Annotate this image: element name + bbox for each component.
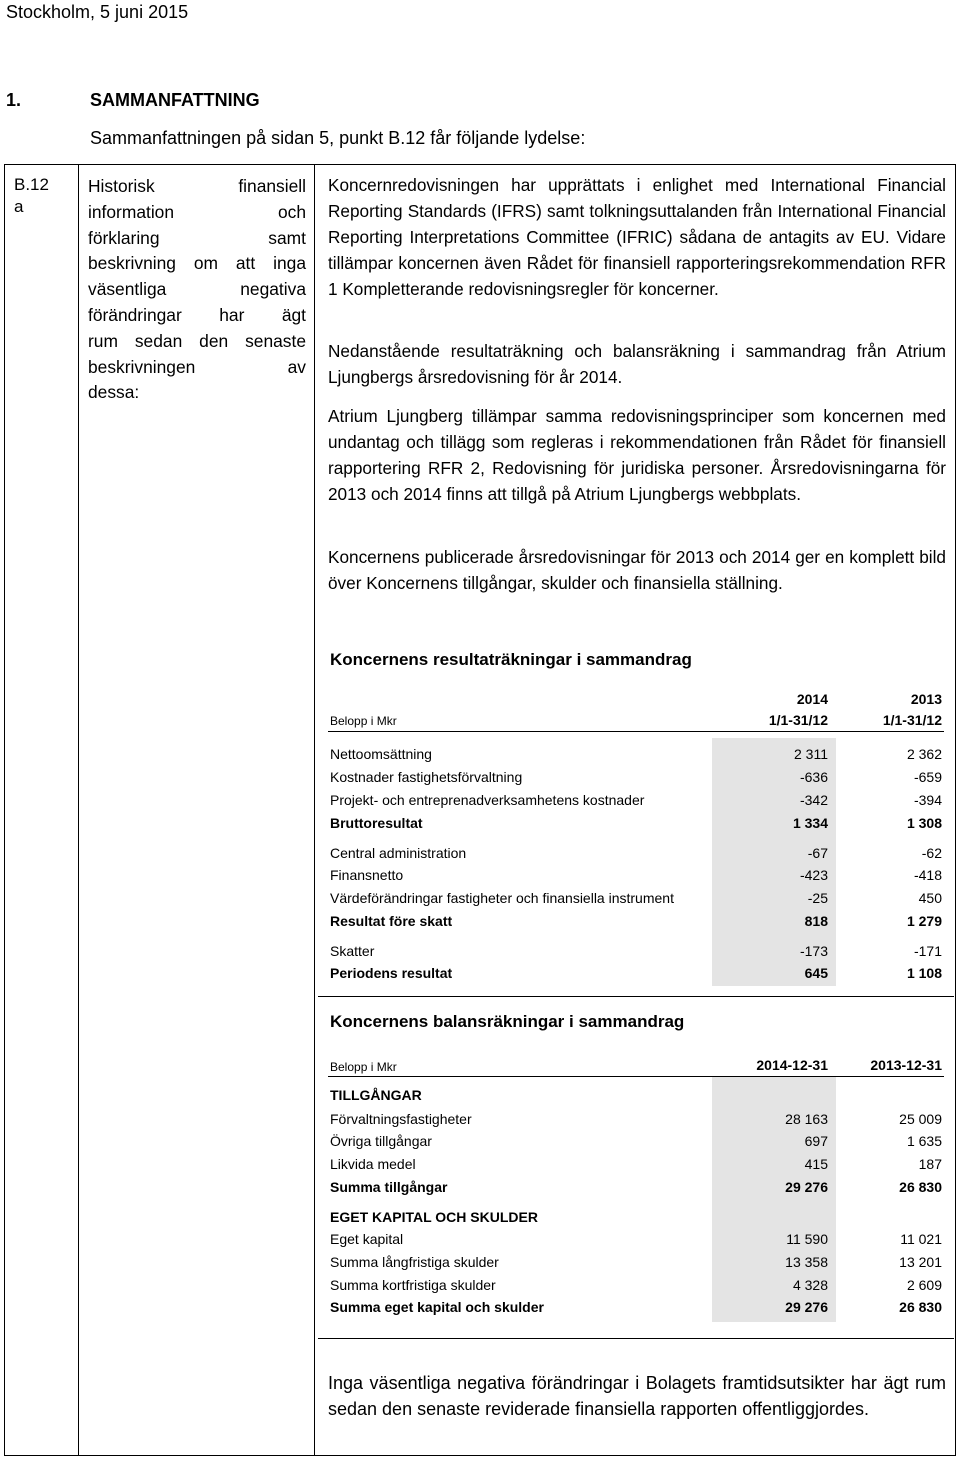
ifrs-paragraph: Koncernredovisningen har upprättats i enlighet med International Financial Reporting Standards (IFRS) samt tolkningsuttalanden från International Financial Reporting Interpretations Committee (IFRIC) sådana de antagits av EU. Vidare tillämpar koncernen även Rådet för finansiell rapporteringsrekommendation RFR 1 Kompletterande redovisningsregler för koncerner. [328,175,946,299]
value-2013: 25 009 [899,1111,942,1127]
income-col-2014-period: 1/1-31/12 [768,712,828,728]
value-2014: 645 [804,965,828,981]
row-label: Summa långfristiga skulder [330,1254,499,1270]
value-2014: 28 163 [785,1111,828,1127]
row-label: Likvida medel [330,1156,416,1172]
value-2013: 1 635 [906,1133,942,1149]
row-label: Skatter [330,943,375,959]
column-divider [314,164,315,1456]
balance-table-title: Koncernens balansräkningar i sammandrag [330,1012,685,1031]
value-2014: 697 [804,1133,828,1149]
table-rule [318,996,954,997]
income-col-2014-year: 2014 [796,691,828,707]
section-intro: Sammanfattningen på sidan 5, punkt B.12 får följande lydelse: [90,128,586,148]
section-title: SAMMANFATTNING [90,90,260,110]
row-label: Central administration [330,845,467,861]
row-label: Summa tillgångar [330,1179,448,1195]
income-col-2013-year: 2013 [910,691,942,707]
row-label: Bruttoresultat [330,815,423,831]
table-rule [328,1076,944,1077]
income-table-title: Koncernens resultaträkningar i sammandrag [330,650,692,669]
value-2014: -423 [799,867,828,883]
row-label: Övriga tillgångar [330,1133,432,1149]
table-rule [318,1338,954,1339]
value-2014: 415 [804,1156,828,1172]
row-label: Summa kortfristiga skulder [330,1277,496,1293]
equity-heading: EGET KAPITAL OCH SKULDER [330,1209,538,1225]
document-date: Stockholm, 5 juni 2015 [6,2,189,22]
row-label: Projekt- och entreprenadverksamhetens kostnader [330,792,645,808]
value-2013: 13 201 [899,1254,942,1270]
income-unit-label: Belopp i Mkr [330,714,397,728]
value-2013: -418 [913,867,942,883]
value-2014: 1 334 [792,815,828,831]
value-2014: 13 358 [785,1254,828,1270]
value-2013: -62 [921,845,942,861]
value-2013: 26 830 [899,1179,942,1195]
value-2014: 29 276 [785,1179,828,1195]
assets-heading: TILLGÅNGAR [330,1087,422,1103]
balance-col-2014: 2014-12-31 [756,1057,828,1073]
value-2013: -394 [913,792,942,808]
value-2013: 1 108 [906,965,942,981]
value-2014: 29 276 [785,1299,828,1315]
published-reports-paragraph: Koncernens publicerade årsredovisningar för 2013 och 2014 ger en komplett bild över Koncernens tillgångar, skulder och finansiella ställning. [328,547,946,593]
balance-unit-label: Belopp i Mkr [330,1060,397,1074]
row-label: Periodens resultat [330,965,453,981]
value-2013: 450 [918,890,942,906]
value-2014: 2 311 [794,746,828,762]
value-2013: 1 308 [906,815,942,831]
value-2014: -342 [799,792,828,808]
value-2013: 26 830 [899,1299,942,1315]
row-label: Förvaltningsfastigheter [330,1111,472,1127]
no-material-changes-statement: Inga väsentliga negativa förändringar i Bolagets framtidsutsikter har ägt rum sedan den senaste reviderade finansiella rapporten offentliggjordes. [328,1373,946,1419]
value-2014: -636 [799,769,828,785]
value-2013: 1 279 [906,913,942,929]
value-2013: 11 021 [900,1231,942,1247]
row-label: Summa eget kapital och skulder [330,1299,544,1315]
summary-source-paragraph: Nedanstående resultaträkning och balansräkning i sammandrag från Atrium Ljungbergs årsredovisning för år 2014. [328,341,946,387]
row-label: Värdeförändringar fastigheter och finansiella instrument [330,890,674,906]
table-rule [328,731,944,732]
element-title: Historisk finansiell information och förklaring samt beskrivning om att inga väsentliga negativa förändringar har ägt rum sedan den senaste beskrivningen av dessa: [88,176,306,403]
value-2014: -67 [807,845,828,861]
value-2014: -25 [807,890,828,906]
row-label: Resultat före skatt [330,913,453,929]
value-2013: -659 [913,769,942,785]
value-2013: -171 [913,943,942,959]
row-label: Eget kapital [330,1231,404,1247]
value-2014: -173 [799,943,828,959]
element-number: B.12 a [14,175,49,216]
row-label: Kostnader fastighetsförvaltning [330,769,523,785]
row-label: Finansnetto [330,867,404,883]
value-2013: 2 609 [906,1277,942,1293]
column-divider [78,164,79,1456]
value-2013: 2 362 [906,746,942,762]
section-number: 1. [6,90,22,110]
row-label: Nettoomsättning [330,746,432,762]
value-2014: 818 [804,913,828,929]
balance-col-2013: 2013-12-31 [870,1057,942,1073]
accounting-principles-paragraph: Atrium Ljungberg tillämpar samma redovisningsprinciper som koncernen med undantag och tillägg som regleras i rekommendationen från Rådet för finansiell rapportering RFR 2, Redovisning för juridiska personer. Årsredovisningarna för 2013 och 2014 finns att tillgå på Atrium Ljungbergs webbplats. [328,406,946,504]
value-2014: 11 590 [786,1231,828,1247]
value-2013: 187 [918,1156,942,1172]
value-2014: 4 328 [792,1277,828,1293]
income-col-2013-period: 1/1-31/12 [882,712,942,728]
